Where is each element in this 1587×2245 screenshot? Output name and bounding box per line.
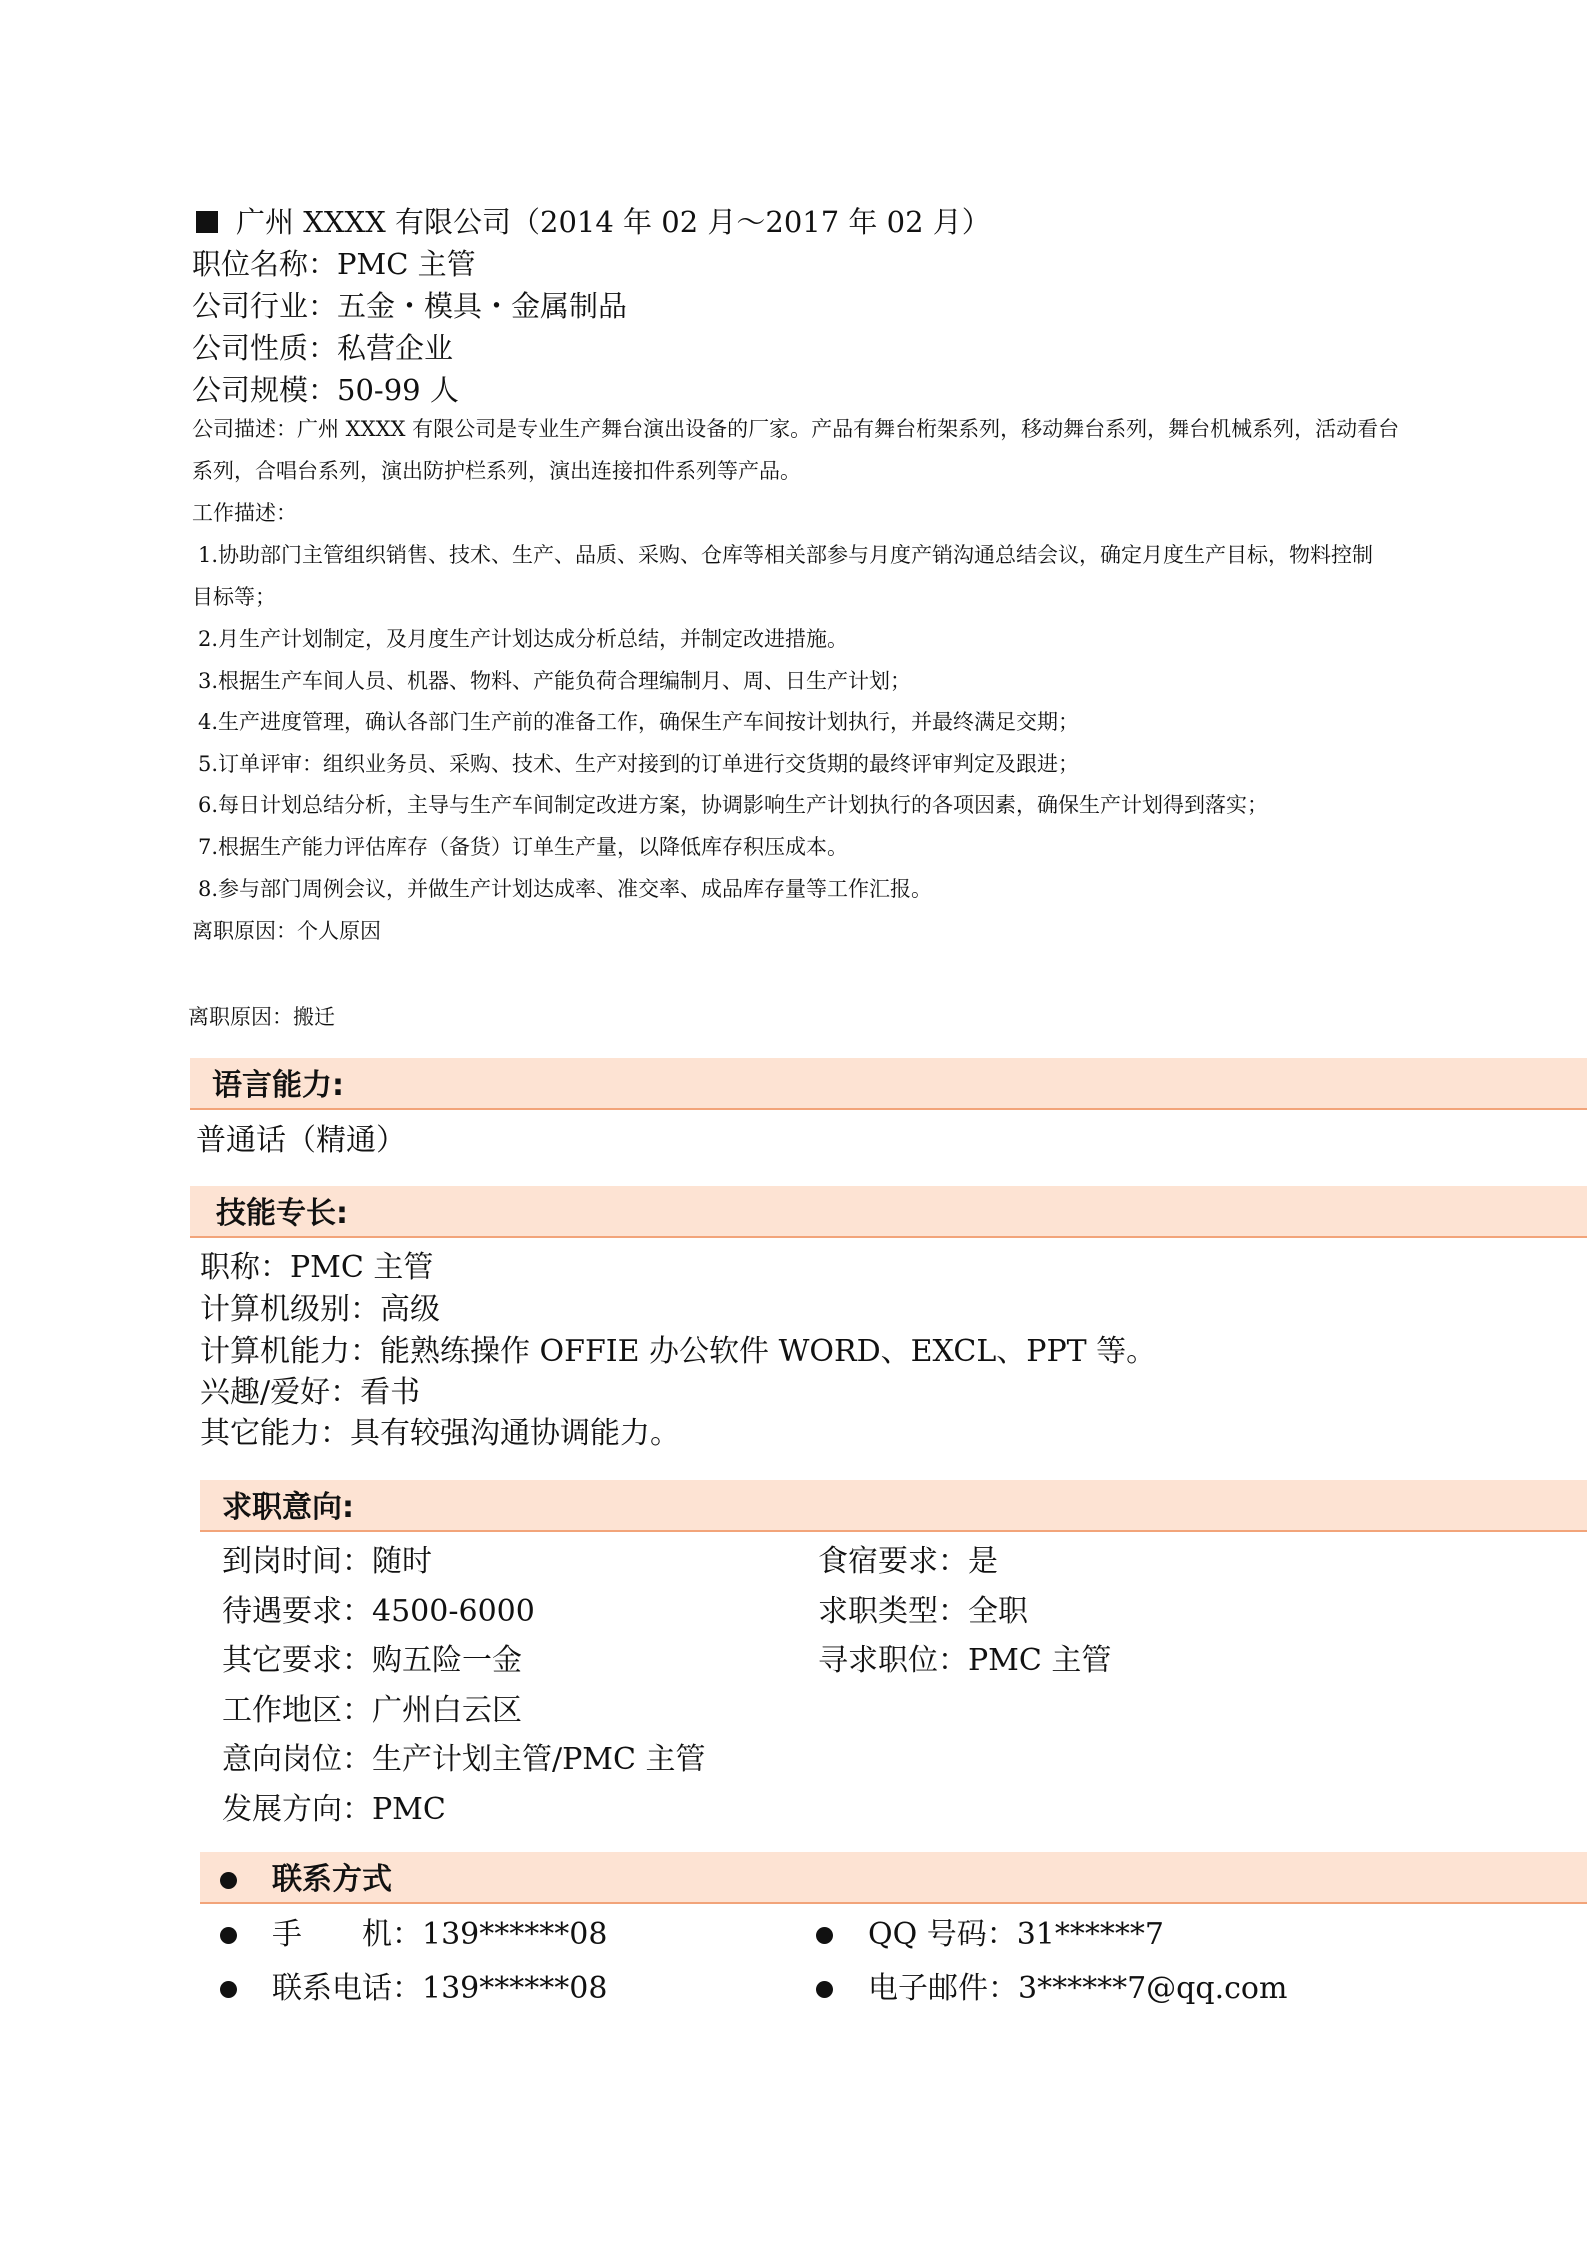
intent-right-item: 食宿要求：是 xyxy=(818,1544,998,1579)
duty-item: 7.根据生产能力评估库存（备货）订单生产量，以降低库存积压成本。 xyxy=(198,835,849,859)
skill-line: 职称：PMC 主管 xyxy=(200,1250,434,1285)
skill-line: 兴趣/爱好：看书 xyxy=(200,1375,421,1410)
duty-item: 8.参与部门周例会议，并做生产计划达成率、准交率、成品库存量等工作汇报。 xyxy=(198,877,933,901)
square-bullet-icon xyxy=(196,211,218,233)
bullet-dot-icon xyxy=(220,1927,237,1944)
intent-right-item: 寻求职位：PMC 主管 xyxy=(818,1643,1112,1678)
contact-email: 电子邮件：3******7@qq.com xyxy=(868,1971,1288,2006)
skill-line: 计算机级别：高级 xyxy=(200,1292,440,1327)
bullet-dot-icon xyxy=(220,1981,237,1998)
intent-left-item: 工作地区：广州白云区 xyxy=(222,1693,522,1728)
contact-phone: 联系电话：139******08 xyxy=(272,1971,608,2006)
bullet-dot-icon xyxy=(220,1872,237,1889)
company-nature: 公司性质：私营企业 xyxy=(192,331,454,365)
work-description-label: 工作描述： xyxy=(192,501,297,525)
skills-section-bar xyxy=(190,1186,1587,1238)
duty-item: 目标等； xyxy=(192,585,276,609)
language-section-title: 语言能力: xyxy=(212,1068,344,1103)
intent-left-item: 其它要求：购五险一金 xyxy=(222,1643,522,1678)
intent-left-item: 意向岗位：生产计划主管/PMC 主管 xyxy=(222,1742,706,1777)
duty-item: 2.月生产计划制定，及月度生产计划达成分析总结，并制定改进措施。 xyxy=(198,627,849,651)
position-name: 职位名称：PMC 主管 xyxy=(192,247,476,281)
bullet-dot-icon xyxy=(816,1981,833,1998)
duty-item: 6.每日计划总结分析，主导与生产车间制定改进方案，协调影响生产计划执行的各项因素，确保生产计划得到落实； xyxy=(198,793,1269,817)
contact-mobile: 手 机：139******08 xyxy=(272,1917,608,1952)
intent-left-item: 发展方向：PMC xyxy=(222,1792,446,1827)
bullet-dot-icon xyxy=(816,1927,833,1944)
contact-section-title: 联系方式 xyxy=(272,1862,392,1897)
duty-item: 4.生产进度管理，确认各部门生产前的准备工作，确保生产车间按计划执行，并最终满足交期； xyxy=(198,710,1080,734)
company-industry: 公司行业：五金・模具・金属制品 xyxy=(192,289,628,323)
intent-left-item: 到岗时间：随时 xyxy=(222,1544,432,1579)
intent-section-bar xyxy=(200,1480,1587,1532)
intent-left-item: 待遇要求：4500-6000 xyxy=(222,1594,535,1629)
company-scale: 公司规模：50-99 人 xyxy=(192,373,459,407)
intent-right-item: 求职类型：全职 xyxy=(818,1594,1028,1629)
skills-section-title: 技能专长: xyxy=(216,1196,348,1231)
leave-reason: 离职原因：个人原因 xyxy=(192,919,381,943)
duty-item: 1.协助部门主管组织销售、技术、生产、品质、采购、仓库等相关部参与月度产销沟通总结会议，确定月度生产目标，物料控制 xyxy=(198,543,1374,567)
skill-line: 计算机能力：能熟练操作 OFFIE 办公软件 WORD、EXCL、PPT 等。 xyxy=(200,1334,1157,1369)
intent-section-title: 求职意向: xyxy=(222,1490,354,1525)
language-section-bar xyxy=(190,1058,1587,1110)
contact-section-bar xyxy=(200,1852,1587,1904)
company-description-line2: 系列，合唱台系列，演出防护栏系列，演出连接扣件系列等产品。 xyxy=(192,459,801,483)
duty-item: 3.根据生产车间人员、机器、物料、产能负荷合理编制月、周、日生产计划； xyxy=(198,669,912,693)
skill-line: 其它能力：具有较强沟通协调能力。 xyxy=(200,1416,680,1451)
leave-reason-2: 离职原因：搬迁 xyxy=(188,1005,335,1029)
company-description-line1: 公司描述：广州 XXXX 有限公司是专业生产舞台演出设备的厂家。产品有舞台桁架系列，移动舞台系列，舞台机械系列，活动看台 xyxy=(192,417,1400,441)
contact-qq: QQ 号码：31******7 xyxy=(868,1917,1164,1952)
company-heading: 广州 XXXX 有限公司（2014 年 02 月～2017 年 02 月） xyxy=(236,205,991,239)
language-value: 普通话（精通） xyxy=(196,1123,406,1158)
duty-item: 5.订单评审：组织业务员、采购、技术、生产对接到的订单进行交货期的最终评审判定及跟进； xyxy=(198,752,1080,776)
